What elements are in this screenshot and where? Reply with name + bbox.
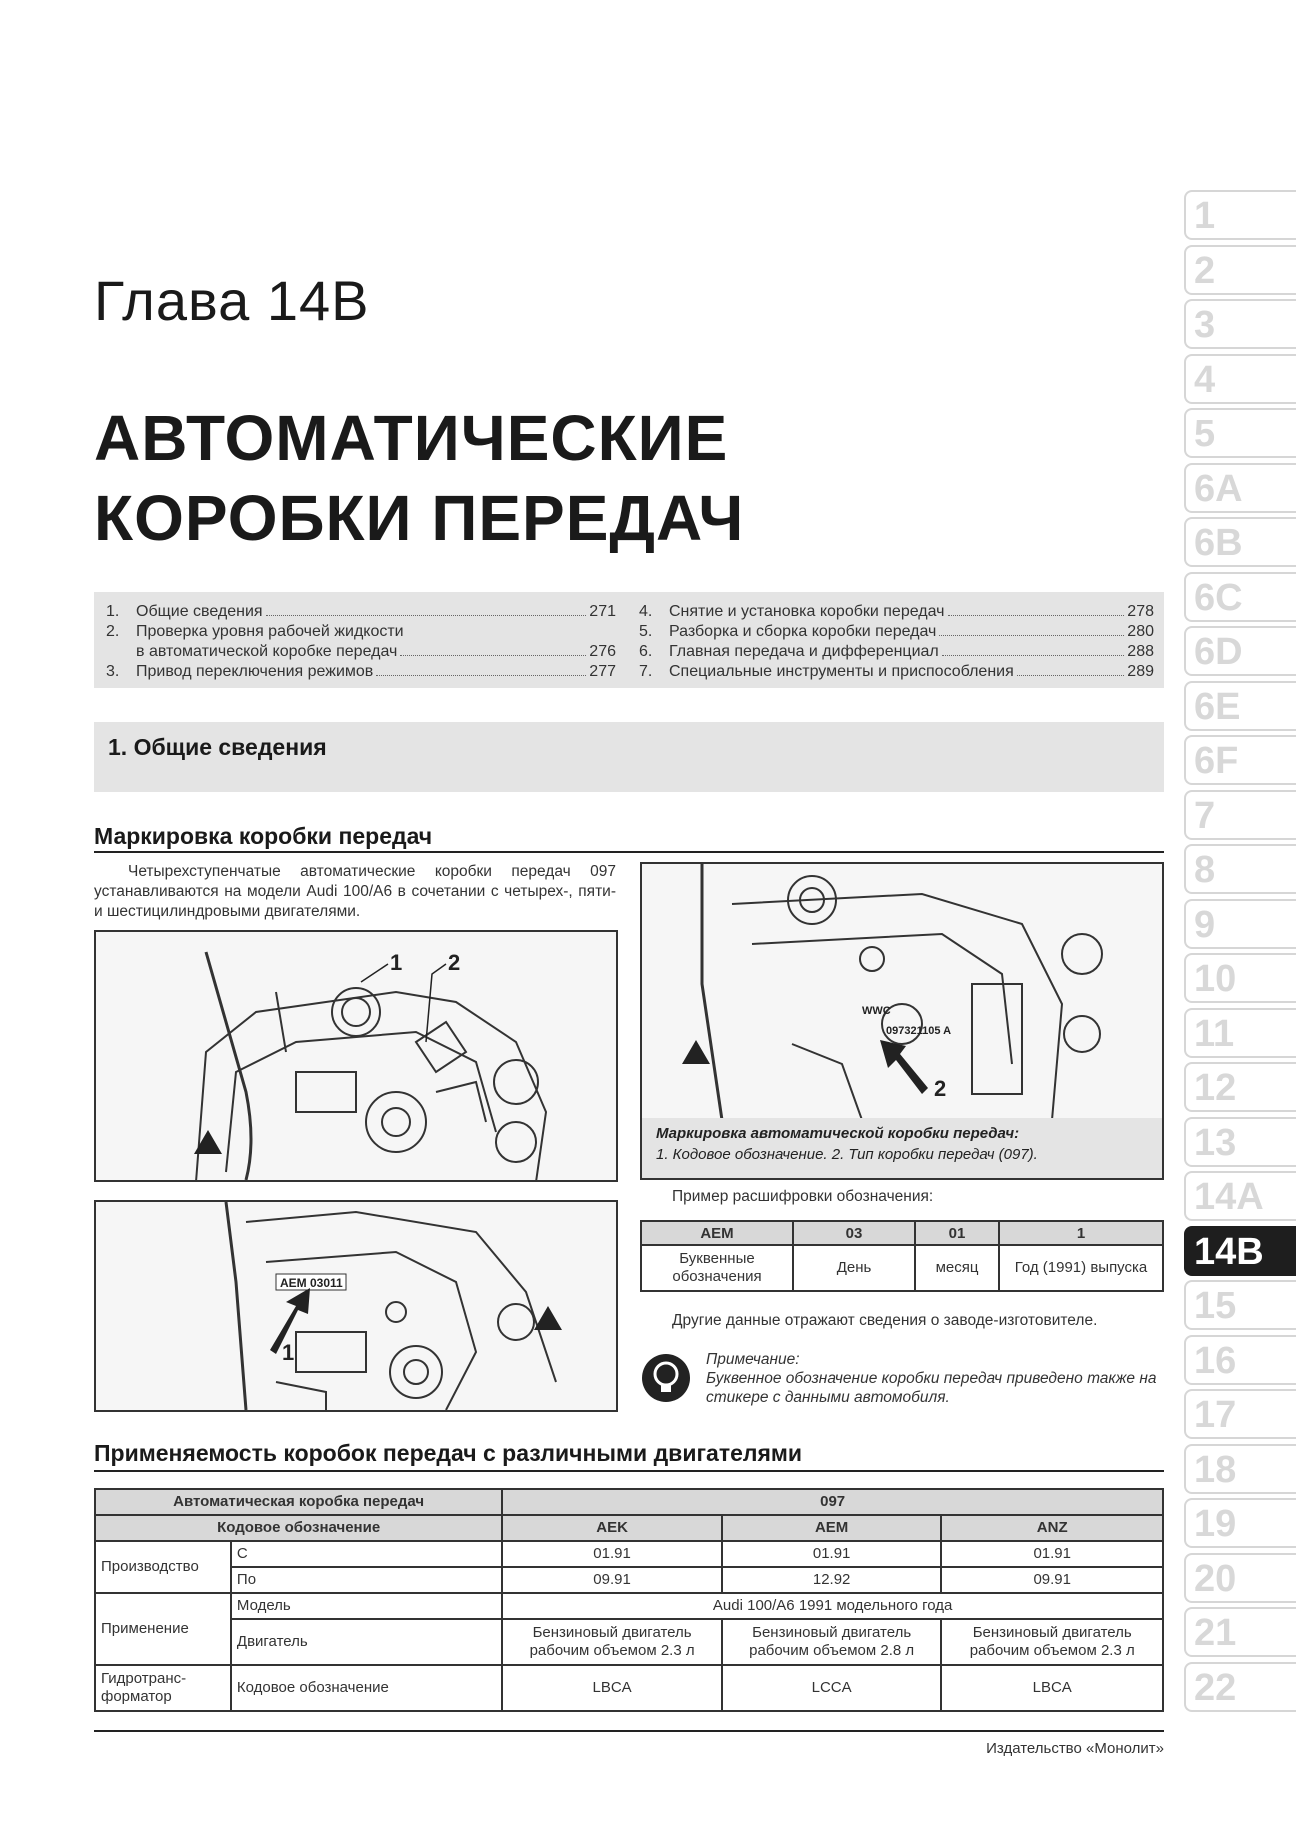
tab-label: 11 xyxy=(1194,1012,1235,1055)
table-of-contents xyxy=(94,592,1164,688)
toc-leader xyxy=(948,615,1125,616)
publisher: Издательство «Монолит» xyxy=(986,1740,1164,1757)
table-row xyxy=(95,1489,1163,1515)
tab-chapter[interactable] xyxy=(1184,572,1296,622)
tab-label: 6B xyxy=(1194,522,1243,564)
logo-triangle-icon xyxy=(534,1306,562,1330)
table-cell: С xyxy=(231,1541,502,1567)
fig2-code-label: AEM 03011 xyxy=(280,1276,343,1290)
tab-label: 12 xyxy=(1194,1067,1237,1109)
toc-num: 4. xyxy=(639,603,653,620)
table-cell: Бензиновый двигатель рабочим объемом 2.3 л xyxy=(941,1619,1163,1665)
caption-text: 1. Кодовое обозначение. 2. Тип коробки передач (097). xyxy=(656,1146,1038,1163)
toc-num: 7. xyxy=(639,663,653,680)
chapter-title xyxy=(94,398,744,558)
tab-chapter[interactable] xyxy=(1184,1662,1296,1712)
toc-num: 1. xyxy=(106,603,120,620)
manufacturer-note: Другие данные отражают сведения о заводе-изготовителе. xyxy=(672,1312,1098,1329)
subhead-rule xyxy=(94,1470,1164,1472)
figure-gearbox-code xyxy=(94,1200,618,1412)
table-cell: месяц xyxy=(915,1245,999,1291)
tab-chapter[interactable] xyxy=(1184,790,1296,840)
toc-label: Главная передача и дифференциал xyxy=(669,643,939,660)
table-cell: 01.91 xyxy=(941,1541,1163,1567)
tab-chapter[interactable] xyxy=(1184,1008,1296,1058)
gearbox-illustration xyxy=(96,932,616,1180)
toc-label: в автоматической коробке передач xyxy=(136,643,398,660)
tab-label: 16 xyxy=(1194,1339,1237,1382)
decode-table xyxy=(640,1220,1164,1292)
toc-num: 5. xyxy=(639,623,653,640)
table-cell: 01 xyxy=(915,1221,999,1245)
toc-entry[interactable] xyxy=(639,622,1154,642)
table-row xyxy=(95,1619,1163,1665)
table-cell: 097 xyxy=(502,1489,1163,1515)
figure-caption xyxy=(640,1118,1164,1180)
table-row xyxy=(95,1593,1163,1619)
tab-label: 17 xyxy=(1194,1394,1237,1436)
tab-chapter[interactable] xyxy=(1184,899,1296,949)
tab-label: 15 xyxy=(1194,1285,1237,1327)
tab-label: 18 xyxy=(1194,1448,1237,1491)
subhead-rule xyxy=(94,851,1164,853)
toc-page: 289 xyxy=(1127,663,1154,680)
tab-label: 4 xyxy=(1194,358,1216,401)
table-row xyxy=(95,1567,1163,1593)
toc-label: Проверка уровня рабочей жидкости xyxy=(136,623,404,640)
toc-entry[interactable] xyxy=(106,662,616,682)
toc-leader xyxy=(266,615,587,616)
table-cell: LCCA xyxy=(722,1665,942,1711)
table-cell: 09.91 xyxy=(941,1567,1163,1593)
tab-chapter[interactable] xyxy=(1184,408,1296,458)
table-cell: Производство xyxy=(95,1541,231,1593)
tab-chapter[interactable] xyxy=(1184,1389,1296,1439)
tab-chapter[interactable] xyxy=(1184,1553,1296,1603)
table-cell: По xyxy=(231,1567,502,1593)
tab-label: 9 xyxy=(1194,903,1216,946)
tab-chapter[interactable] xyxy=(1184,1117,1296,1167)
table-cell: Применение xyxy=(95,1593,231,1665)
table-cell: Кодовое обозначение xyxy=(231,1665,502,1711)
note-text: Буквенное обозначение коробки передач приведено также на стикере с данными автомобиля. xyxy=(706,1370,1157,1406)
tab-label: 2 xyxy=(1194,249,1216,292)
table-cell: 01.91 xyxy=(722,1541,942,1567)
fig3-callout: 2 xyxy=(934,1076,947,1101)
table-cell: 12.92 xyxy=(722,1567,942,1593)
tab-chapter[interactable] xyxy=(1184,1171,1296,1221)
tab-chapter[interactable] xyxy=(1184,463,1296,513)
tab-chapter[interactable] xyxy=(1184,1498,1296,1548)
figure-gearbox-side xyxy=(94,930,618,1182)
toc-label: Снятие и установка коробки передач xyxy=(669,603,945,620)
toc-entry[interactable] xyxy=(639,642,1154,662)
toc-label: Специальные инструменты и приспособления xyxy=(669,663,1014,680)
toc-leader xyxy=(1017,675,1125,676)
table-cell: 1 xyxy=(999,1221,1163,1245)
note-block xyxy=(706,1350,1166,1407)
tab-chapter[interactable] xyxy=(1184,1444,1296,1494)
figure-gearbox-type xyxy=(640,862,1164,1120)
table-cell: AEM xyxy=(722,1515,942,1541)
toc-entry[interactable] xyxy=(106,622,616,642)
tab-label: 6D xyxy=(1194,631,1243,673)
toc-num: 2. xyxy=(106,623,120,640)
table-row xyxy=(95,1665,1163,1711)
table-cell: Год (1991) выпуска xyxy=(999,1245,1163,1291)
toc-leader xyxy=(400,655,586,656)
tab-label: 21 xyxy=(1194,1612,1237,1654)
callout-2: 2 xyxy=(448,950,461,975)
gearbox-code-illustration xyxy=(96,1202,616,1410)
toc-entry[interactable] xyxy=(106,602,616,622)
toc-leader xyxy=(942,655,1125,656)
tab-label: 14A xyxy=(1194,1176,1264,1218)
tab-chapter[interactable] xyxy=(1184,1280,1296,1330)
fig2-callout: 1 xyxy=(282,1340,295,1365)
table-cell: AEM xyxy=(641,1221,793,1245)
tab-label: 6E xyxy=(1194,685,1241,728)
chapter-title-line-1: АВТОМАТИЧЕСКИЕ xyxy=(94,402,729,474)
tab-label: 19 xyxy=(1194,1503,1237,1545)
table-cell: Автоматическая коробка передач xyxy=(95,1489,502,1515)
tab-chapter[interactable] xyxy=(1184,1335,1296,1385)
table-cell: LBCA xyxy=(941,1665,1163,1711)
table-cell: Двигатель xyxy=(231,1619,502,1665)
arrow-icon xyxy=(880,1040,928,1094)
tab-chapter[interactable] xyxy=(1184,681,1296,731)
tab-chapter[interactable] xyxy=(1184,299,1296,349)
tab-label: 6C xyxy=(1194,576,1243,619)
toc-num: 3. xyxy=(106,663,120,680)
table-row xyxy=(95,1515,1163,1541)
toc-page: 277 xyxy=(589,663,616,680)
toc-entry[interactable] xyxy=(639,662,1154,682)
toc-num: 6. xyxy=(639,643,653,660)
fig3-code-b: 097321105 A xyxy=(886,1025,952,1037)
toc-page: 278 xyxy=(1127,603,1154,620)
tab-label: 1 xyxy=(1194,195,1216,237)
tab-chapter[interactable] xyxy=(1184,844,1296,894)
tab-label: 5 xyxy=(1194,413,1216,455)
table-cell: 01.91 xyxy=(502,1541,722,1567)
logo-triangle-icon xyxy=(682,1040,710,1064)
callout-1: 1 xyxy=(390,950,403,975)
tab-label: 22 xyxy=(1194,1666,1237,1709)
toc-label: Разборка и сборка коробки передач xyxy=(669,623,937,640)
tab-chapter[interactable] xyxy=(1184,1226,1296,1276)
table-cell: Буквенные обозначения xyxy=(641,1245,793,1291)
toc-page: 280 xyxy=(1127,623,1154,640)
tab-chapter[interactable] xyxy=(1184,626,1296,676)
table-cell: Бензиновый двигатель рабочим объемом 2.8 л xyxy=(722,1619,942,1665)
table-cell: Модель xyxy=(231,1593,502,1619)
tab-label: 6A xyxy=(1194,467,1243,510)
toc-entry[interactable] xyxy=(106,642,616,662)
tab-label: 10 xyxy=(1194,958,1237,1000)
chapter-title-line-2: КОРОБКИ ПЕРЕДАЧ xyxy=(94,482,745,554)
lightbulb-icon xyxy=(640,1352,692,1404)
tab-label: 6F xyxy=(1194,740,1239,782)
fig3-code-a: WWC xyxy=(862,1005,891,1017)
toc-page: 276 xyxy=(589,643,616,660)
toc-leader xyxy=(939,635,1124,636)
tab-label: 7 xyxy=(1194,794,1216,837)
toc-label: Общие сведения xyxy=(136,603,263,620)
subhead-marking: Маркировка коробки передач xyxy=(94,823,433,849)
tab-label: 14B xyxy=(1194,1230,1264,1273)
caption-title: Маркировка автоматической коробки передач: xyxy=(656,1125,1020,1142)
toc-column-left xyxy=(106,602,616,682)
tab-chapter[interactable] xyxy=(1184,1062,1296,1112)
table-cell: День xyxy=(793,1245,915,1291)
gearbox-type-illustration xyxy=(642,864,1162,1120)
toc-page: 288 xyxy=(1127,643,1154,660)
table-cell: 09.91 xyxy=(502,1567,722,1593)
table-row xyxy=(641,1221,1163,1245)
table-cell: LBCA xyxy=(502,1665,722,1711)
tab-label: 8 xyxy=(1194,849,1216,891)
tab-chapter[interactable] xyxy=(1184,953,1296,1003)
table-cell: Кодовое обозначение xyxy=(95,1515,502,1541)
table-cell: 03 xyxy=(793,1221,915,1245)
tab-chapter[interactable] xyxy=(1184,190,1296,240)
tab-chapter[interactable] xyxy=(1184,735,1296,785)
applicability-table xyxy=(94,1488,1164,1712)
subhead-applicability: Применяемость коробок передач с различными двигателями xyxy=(94,1440,803,1466)
table-cell: Audi 100/A6 1991 модельного года xyxy=(502,1593,1163,1619)
toc-leader xyxy=(376,675,586,676)
tab-chapter[interactable] xyxy=(1184,354,1296,404)
table-cell: Бензиновый двигатель рабочим объемом 2.3 л xyxy=(502,1619,722,1665)
tab-chapter[interactable] xyxy=(1184,245,1296,295)
decode-intro: Пример расшифровки обозначения: xyxy=(672,1188,934,1205)
toc-column-right xyxy=(639,602,1154,682)
tab-chapter[interactable] xyxy=(1184,1607,1296,1657)
table-row xyxy=(641,1245,1163,1291)
section-bar xyxy=(94,722,1164,792)
toc-label: Привод переключения режимов xyxy=(136,663,374,680)
table-cell: AEK xyxy=(502,1515,722,1541)
section-title: 1. Общие сведения xyxy=(108,734,327,760)
intro-paragraph: Четырехступенчатые автоматические коробки передач 097 устанавливаются на модели Audi 100/А6 в сочетании с четырех-, пяти- и шестицилиндровыми двигателями. xyxy=(94,863,616,920)
toc-page: 271 xyxy=(589,603,616,620)
table-cell: Гидротранс- форматор xyxy=(95,1665,231,1711)
footer-rule xyxy=(94,1730,1164,1732)
tab-label: 13 xyxy=(1194,1121,1237,1164)
table-cell: ANZ xyxy=(941,1515,1163,1541)
toc-entry[interactable] xyxy=(639,602,1154,622)
note-title: Примечание: xyxy=(706,1351,800,1368)
tab-label: 20 xyxy=(1194,1557,1237,1600)
tab-label: 3 xyxy=(1194,304,1216,346)
chapter-label: Глава 14В xyxy=(94,269,370,332)
table-row xyxy=(95,1541,1163,1567)
tab-chapter[interactable] xyxy=(1184,517,1296,567)
